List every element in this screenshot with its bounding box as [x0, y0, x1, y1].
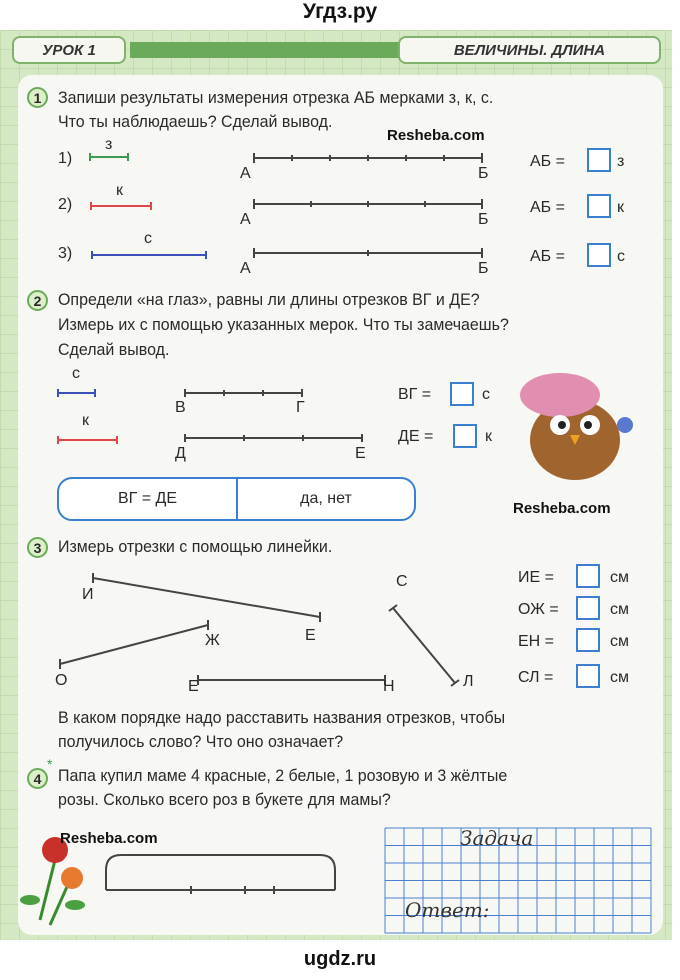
answer-box[interactable]	[576, 664, 600, 688]
point-label: Б	[478, 211, 489, 228]
point-label: О	[55, 672, 68, 689]
unit-label: см	[610, 601, 629, 618]
point-label: А	[240, 165, 251, 182]
point-label: А	[240, 211, 251, 228]
task-number-4: 4	[27, 768, 48, 789]
answer-box[interactable]	[587, 148, 611, 172]
point-label: Л	[463, 673, 474, 690]
point-label: Е	[355, 445, 366, 462]
answer-box[interactable]	[576, 564, 600, 588]
answer-option-right[interactable]: да, нет	[300, 490, 352, 507]
task4-text-line2: розы. Сколько всего роз в букете для мамы?	[58, 790, 391, 809]
topic-tab: ВЕЛИЧИНЫ. ДЛИНА	[398, 36, 661, 64]
unit-label: с	[617, 248, 625, 265]
grid-answer-handwritten: Ответ:	[405, 898, 490, 922]
answer-box[interactable]	[576, 596, 600, 620]
task3-title: Измерь отрезки с помощью линейки.	[58, 537, 333, 556]
task1-text-line2: Что ты наблюдаешь? Сделай вывод.	[58, 112, 333, 131]
point-label: Г	[296, 399, 305, 416]
equation-label: ЕН =	[518, 633, 555, 650]
unit-label: см	[610, 569, 629, 586]
point-label: А	[240, 260, 251, 277]
answer-box[interactable]	[453, 424, 477, 448]
point-label: В	[175, 399, 186, 416]
point-label: Е	[188, 678, 199, 695]
equation-label: АБ =	[530, 153, 565, 170]
measure-label: к	[116, 182, 123, 199]
measure-label: к	[82, 412, 89, 429]
point-label: С	[396, 573, 408, 590]
equation-label: АБ =	[530, 199, 565, 216]
answer-box[interactable]	[587, 194, 611, 218]
task2-text-line3: Сделай вывод.	[58, 340, 170, 359]
task-number-3: 3	[27, 537, 48, 558]
point-label: Ж	[205, 632, 220, 649]
task3-question-line1: В каком порядке надо расставить названия отрезков, чтобы	[58, 708, 506, 727]
watermark: Resheba.com	[387, 127, 485, 144]
answer-box[interactable]	[576, 628, 600, 652]
unit-label: к	[485, 428, 492, 445]
row-index: 2)	[58, 196, 73, 213]
unit-label: с	[482, 386, 490, 403]
equation-label: ОЖ =	[518, 601, 559, 618]
point-label: Е	[305, 627, 316, 644]
row-index: 3)	[58, 245, 73, 262]
measure-label: з	[105, 136, 113, 153]
site-title: Угдз.ру	[302, 0, 378, 23]
equation-label: АБ =	[530, 248, 565, 265]
answer-grid[interactable]	[385, 828, 651, 933]
point-label: Б	[478, 260, 489, 277]
owl-illustration	[520, 373, 633, 480]
answer-box[interactable]	[450, 382, 474, 406]
grid-title-handwritten: Задача	[460, 826, 534, 850]
equation-label: ДЕ =	[398, 428, 434, 445]
task2-text-line1: Определи «на глаз», равны ли длины отрезков ВГ и ДЕ?	[58, 290, 480, 309]
unit-label: см	[610, 669, 629, 686]
measure-label: с	[72, 365, 80, 382]
point-label: Б	[478, 165, 489, 182]
task-number-1: 1	[27, 87, 48, 108]
task1-text-line1: Запиши результаты измерения отрезка АБ мерками з, к, с.	[58, 88, 494, 107]
roses-illustration	[20, 837, 85, 925]
task-number-2: 2	[27, 290, 48, 311]
task2-text-line2: Измерь их с помощью указанных мерок. Что ты замечаешь?	[58, 315, 509, 334]
watermark: Resheba.com	[60, 830, 158, 847]
measure-label: с	[144, 230, 152, 247]
unit-label: к	[617, 199, 624, 216]
point-label: Д	[175, 445, 186, 462]
equation-label: ИЕ =	[518, 569, 554, 586]
task4-text-line1: Папа купил маме 4 красные, 2 белые, 1 розовую и 3 жёлтые	[58, 766, 508, 785]
watermark: Resheba.com	[513, 500, 611, 517]
lesson-tab: УРОК 1	[12, 36, 126, 64]
unit-label: см	[610, 633, 629, 650]
equation-label: СЛ =	[518, 669, 554, 686]
point-label: И	[82, 586, 94, 603]
answer-option-left: ВГ = ДЕ	[117, 490, 178, 507]
task3-question-line2: получилось слово? Что оно означает?	[58, 732, 344, 751]
point-label: Н	[383, 678, 395, 695]
equation-label: ВГ =	[398, 386, 432, 403]
unit-label: з	[617, 153, 625, 170]
answer-box[interactable]	[587, 243, 611, 267]
row-index: 1)	[58, 150, 73, 167]
star-icon: *	[47, 756, 53, 772]
site-footer: ugdz.ru	[303, 948, 377, 970]
